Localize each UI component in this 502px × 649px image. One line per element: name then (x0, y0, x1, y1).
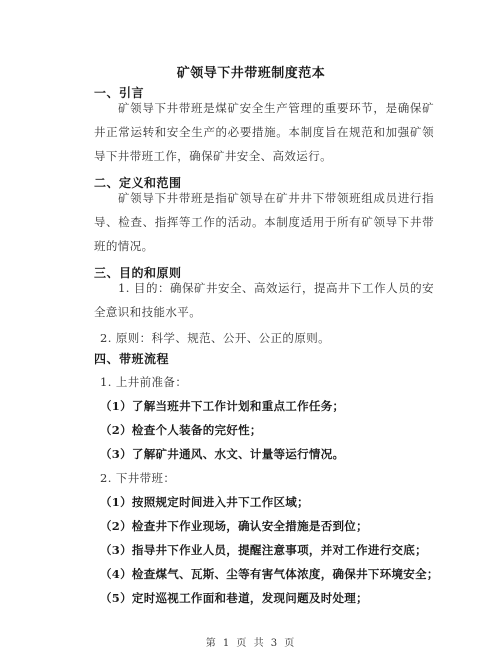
preparation-step: （1）了解当班井下工作计划和重点工作任务； (100, 399, 345, 413)
section-heading-introduction: 一、引言 (94, 86, 145, 100)
underground-shift-step: （2）检查井下作业现场，确认安全措施是否到位； (100, 519, 368, 533)
purpose-item: 1. 目的：确保矿井安全、高效运行，提高井下工作人员的安全意识和技能水平。 (94, 281, 434, 319)
stage-label-preparation: 1. 上井前准备： (100, 375, 188, 389)
section-paragraph-definition-scope: 矿领导下井带班是指矿领导在矿井井下带领班组成员进行指导、检查、指挥等工作的活动。本制度适用于所有矿领导下井带班的情况。 (94, 191, 434, 253)
section-heading-purpose-principles: 三、目的和原则 (94, 266, 182, 280)
section-heading-shift-procedure: 四、带班流程 (94, 352, 170, 366)
underground-shift-step: （1）按照规定时间进入井下工作区域； (100, 495, 309, 509)
underground-shift-step: （4）检查煤气、瓦斯、尘等有害气体浓度，确保井下环境安全； (100, 567, 439, 581)
page-number-footer: 第 1 页 共 3 页 (205, 638, 297, 649)
principle-item: 2. 原则：科学、规范、公开、公正的原则。 (100, 331, 331, 345)
underground-shift-step: （3）指导井下作业人员，提醒注意事项，并对工作进行交底； (100, 543, 427, 557)
stage-label-underground-shift: 2. 下井带班： (100, 471, 176, 485)
section-paragraph-introduction: 矿领导下井带班是煤矿安全生产管理的重要环节，是确保矿井正常运转和安全生产的必要措施。本制度旨在规范和加强矿领导下井带班工作，确保矿井安全、高效运行。 (94, 101, 434, 163)
section-heading-definition-scope: 二、定义和范围 (94, 176, 182, 190)
document-title: 矿领导下井带班制度范本 (176, 66, 326, 81)
preparation-step: （2）检查个人装备的完好性； (100, 423, 262, 437)
preparation-step: （3）了解矿井通风、水文、计量等运行情况。 (100, 447, 345, 461)
underground-shift-step: （5）定时巡视工作面和巷道，发现问题及时处理； (100, 591, 368, 605)
